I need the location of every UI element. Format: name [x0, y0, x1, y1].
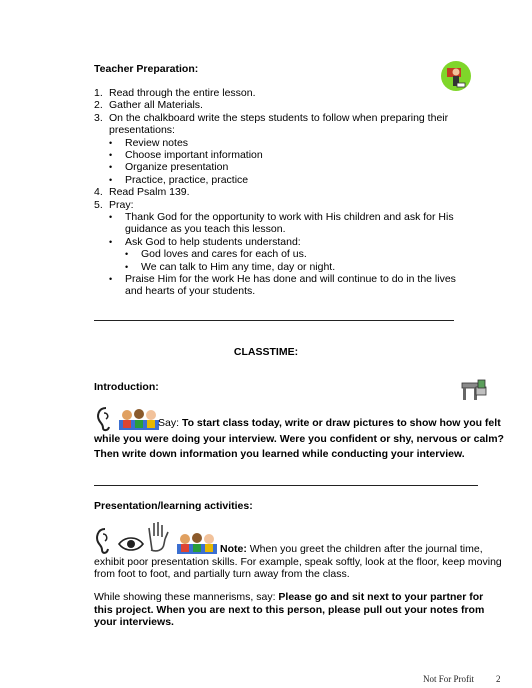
- list-item: Ask God to help students understand:: [125, 235, 301, 248]
- step-num: 3.: [94, 111, 103, 124]
- list-item: Practice, practice, practice: [125, 173, 249, 186]
- divider: [94, 320, 454, 321]
- step-num: 1.: [94, 87, 103, 99]
- list-item: Thank God for the opportunity to work with His children and ask for His guidance as you teach this lesson.: [125, 210, 454, 236]
- classtime-heading: CLASSTIME:: [233, 346, 299, 358]
- say-label: Say:: [158, 417, 180, 429]
- teacher-prep-heading: Teacher Preparation:: [94, 63, 199, 75]
- step-text: Read through the entire lesson.: [109, 87, 256, 99]
- note-label: Note:: [220, 543, 247, 555]
- note-paragraph: [94, 543, 504, 581]
- step-num: 2.: [94, 99, 103, 112]
- list-item: God loves and cares for each of us.: [141, 248, 307, 261]
- step-num: 4.: [94, 186, 103, 199]
- presentation-heading: Presentation/learning activities:: [94, 500, 253, 512]
- step-text: Read Psalm 139.: [109, 186, 190, 199]
- introduction-heading: Introduction:: [94, 381, 159, 393]
- page-number: 2: [496, 674, 501, 684]
- list-item: We can talk to Him any time, day or night.: [141, 260, 336, 273]
- list-item: Organize presentation: [125, 161, 229, 174]
- note-text: When you greet the children after the journal time, exhibit poor presentation skills. For example, speak softly, look at the floor, keep moving from foot to foot, and partially turn away from the class.: [94, 543, 502, 581]
- step-text: On the chalkboard write the steps students to follow when preparing their presentations:: [109, 111, 449, 137]
- introduction-paragraph: [94, 416, 504, 463]
- list-item: Praise Him for the work He has done and will continue to do in the lives and hearts of your students.: [125, 272, 456, 298]
- step-text: Pray:: [109, 198, 134, 211]
- step-num: 5.: [94, 198, 103, 211]
- divider: [94, 485, 478, 486]
- footer-label: Not For Profit: [423, 674, 475, 684]
- mannerisms-paragraph: [94, 591, 504, 629]
- list-item: Choose important information: [125, 148, 263, 161]
- step-text: Gather all Materials.: [109, 99, 203, 112]
- list-item: Review notes: [125, 136, 189, 149]
- mannerisms-bold: Please go and sit next to your partner for this project. When you are next to this person, please pull out your notes from your interviews.: [94, 591, 485, 629]
- desk-icon: [460, 377, 488, 403]
- say-text: To start class today, write or draw pictures to show how you felt while you were doing your interview. Were you confident or shy, nervous or calm? Then write down information you learned while conducting your interview.: [94, 417, 504, 461]
- mannerisms-text: While showing these mannerisms, say:: [94, 591, 276, 603]
